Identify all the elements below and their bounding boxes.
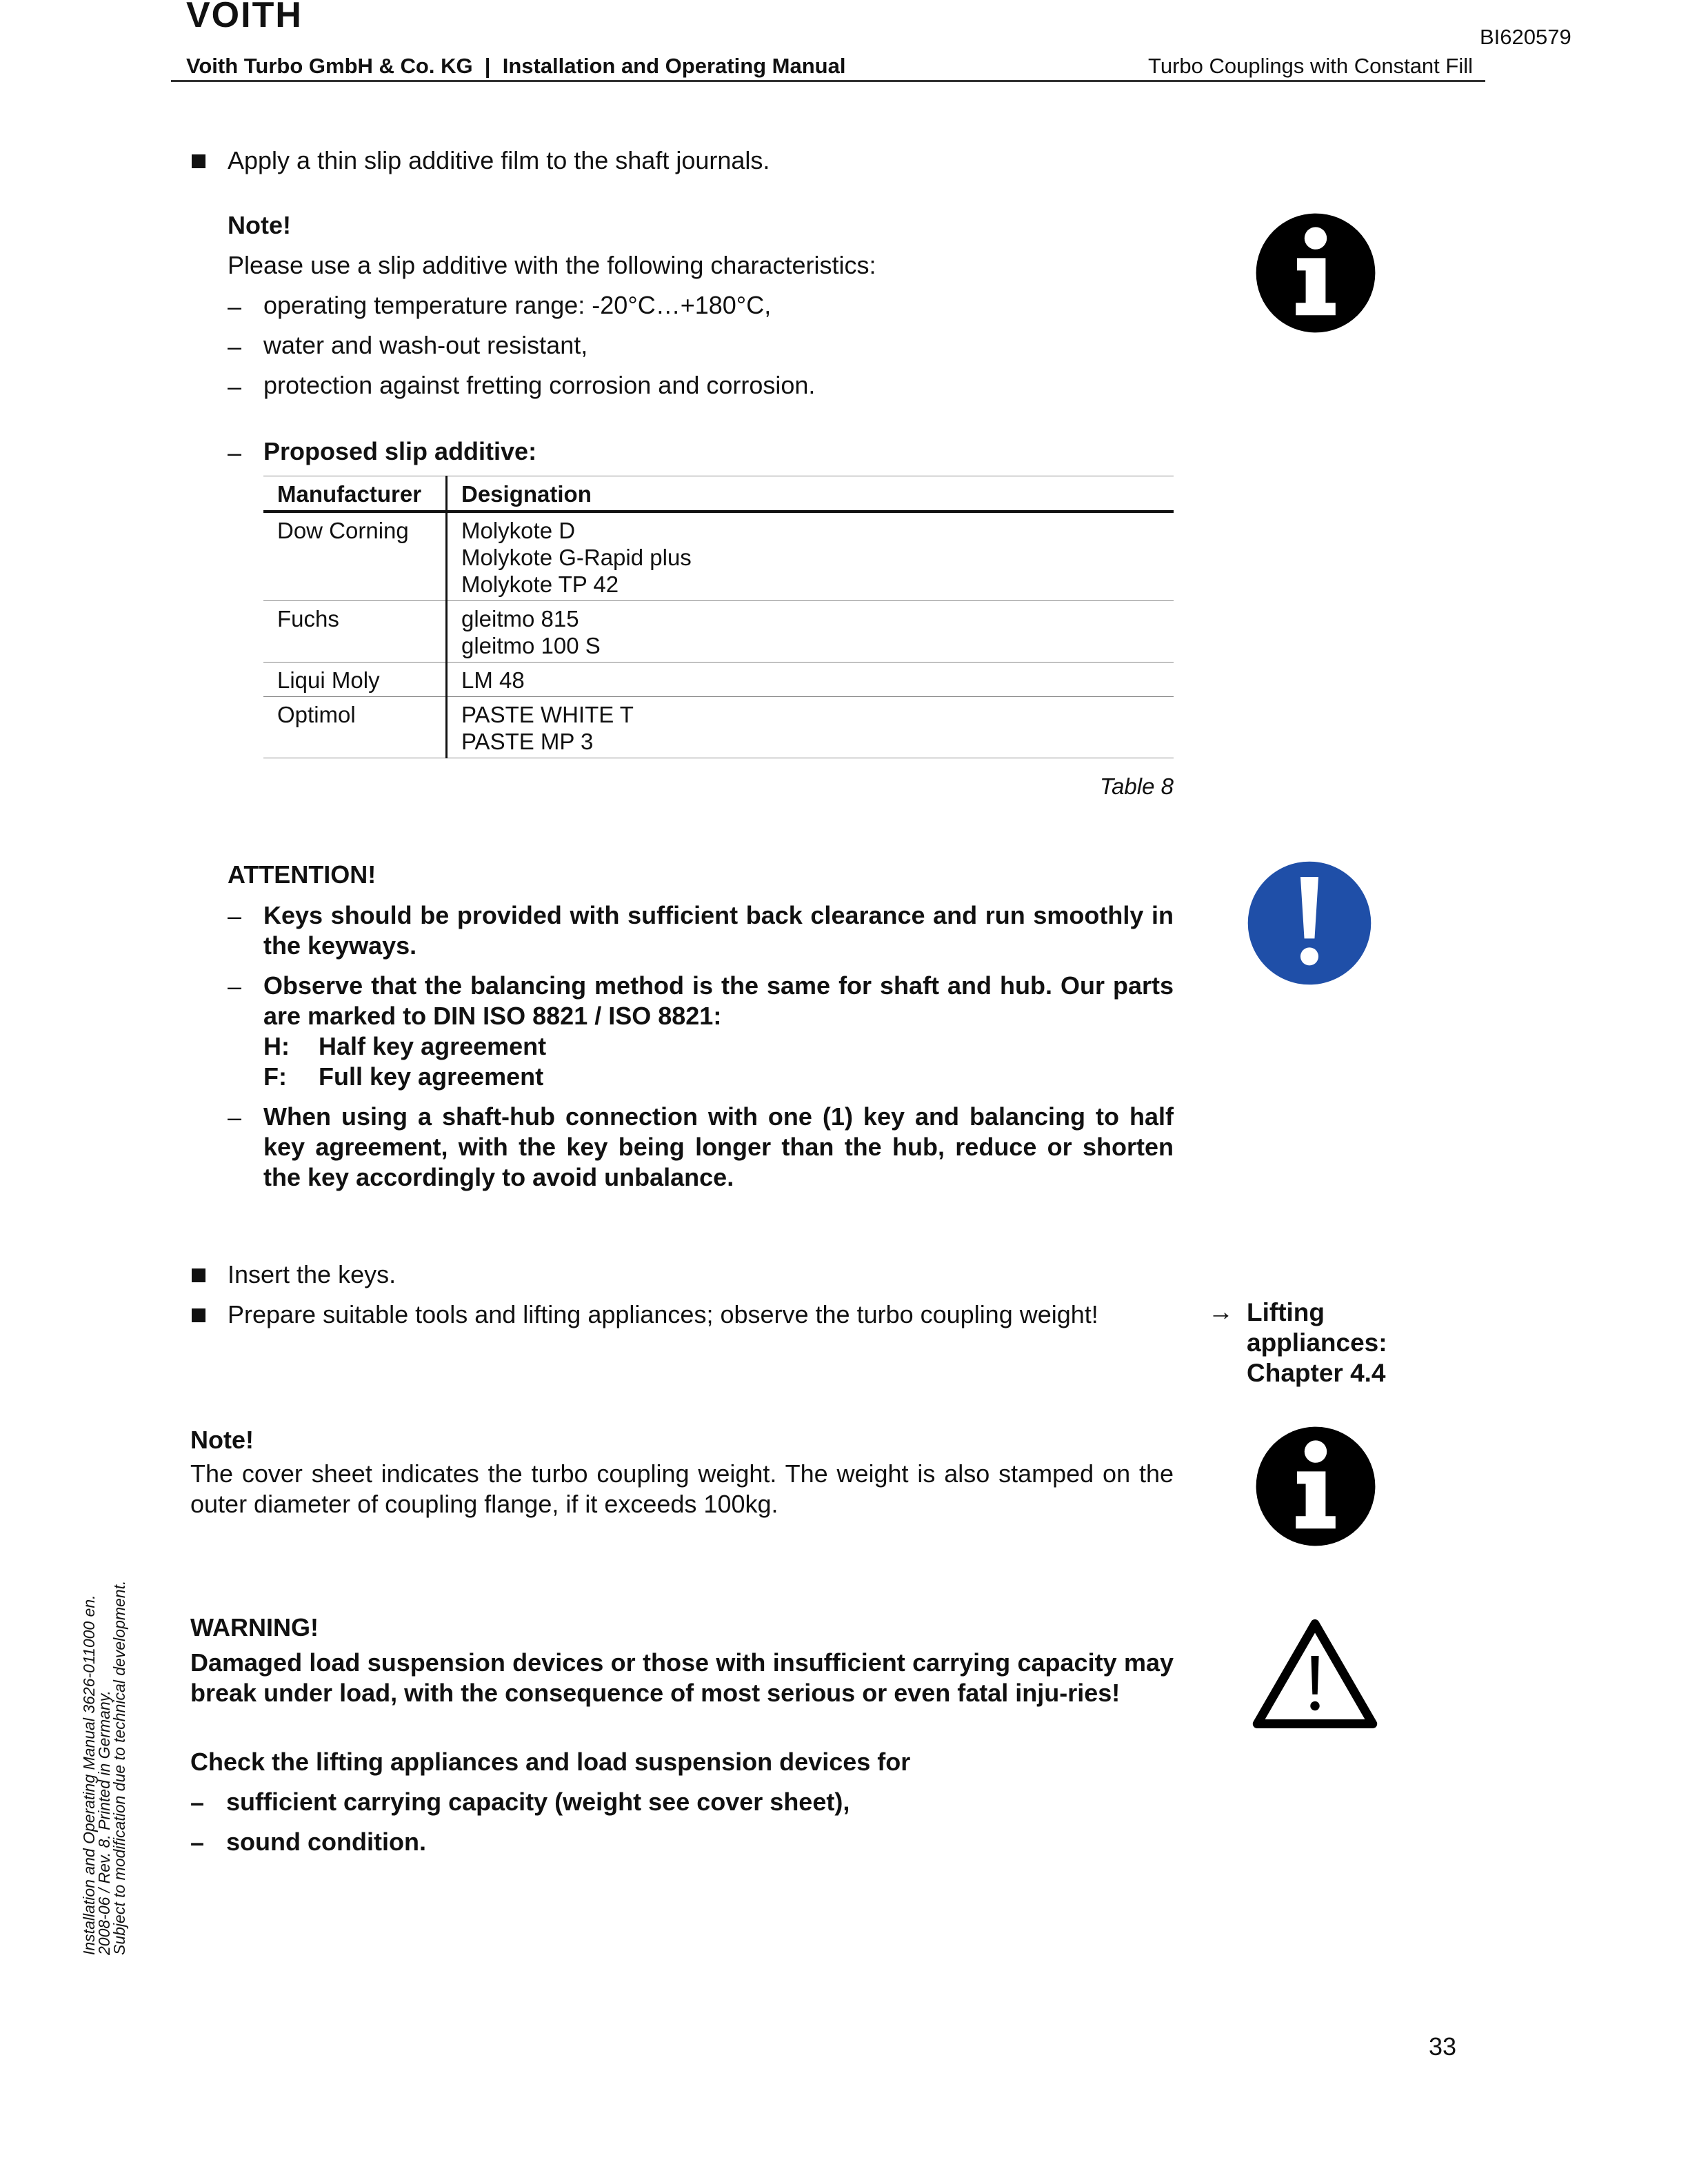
note-title: Note! [190, 1426, 254, 1454]
note-weight-text: The cover sheet indicates the turbo coupling weight. The weight is also stamped on the outer diameter of coupling flange, if it exceeds 100kg. [190, 1459, 1174, 1518]
info-icon [1254, 211, 1378, 335]
margin-publication-note [81, 1581, 127, 1955]
designation-item: PASTE WHITE T [461, 702, 634, 727]
table-row [263, 512, 1174, 601]
bullet [192, 1308, 205, 1322]
exclamation-icon [1245, 859, 1374, 987]
cross-reference-line: Lifting [1247, 1298, 1325, 1326]
designation-item: PASTE MP 3 [461, 729, 594, 754]
note-title: Note! [228, 211, 291, 239]
key-agreement-label: F: [263, 1062, 287, 1091]
designation-cell [447, 663, 1174, 697]
designation-cell [447, 512, 1174, 601]
cross-reference-lifting[interactable] [1247, 1297, 1387, 1388]
attention-item: When using a shaft-hub connection with one (1) key and balancing to half key agreement, with the key being longer than the hub, reduce or shorten the key accordingly to avoid unbalance. [263, 1102, 1174, 1191]
key-agreement-text: Half key agreement [319, 1032, 547, 1060]
table-row [263, 663, 1174, 697]
margin-line: Installation and Operating Manual 3626-011000 en. [80, 1595, 98, 1955]
attention-item: Observe that the balancing method is the same for shaft and hub. Our parts are marked to DIN ISO 8821 / ISO 8821: [263, 971, 1174, 1030]
designation-item: Molykote G-Rapid plus [461, 545, 692, 570]
margin-line: Subject to modification due to technical development. [110, 1580, 128, 1955]
dash: – [190, 1788, 205, 1817]
note-intro: Please use a slip additive with the following characteristics: [228, 251, 876, 279]
table-header-row [263, 476, 1174, 512]
designation-cell [447, 601, 1174, 663]
proposed-heading: Proposed slip additive: [263, 437, 537, 465]
dash: – [190, 1828, 205, 1857]
designation-cell [447, 697, 1174, 758]
manufacturer-cell: Optimol [263, 697, 447, 758]
designation-item: LM 48 [461, 667, 525, 693]
warning-triangle-icon [1251, 1617, 1379, 1730]
attention-item: Keys should be provided with sufficient back clearance and run smoothly in the keyways. [263, 901, 1174, 960]
dash: – [228, 438, 242, 467]
info-icon [1254, 1424, 1378, 1548]
warning-item: sufficient carrying capacity (weight see cover sheet), [226, 1788, 850, 1816]
dash: – [228, 1103, 242, 1131]
slip-additive-table [263, 476, 1174, 758]
designation-item: Molykote D [461, 518, 576, 543]
dash: – [228, 372, 242, 401]
table-row [263, 601, 1174, 663]
column-header-manufacturer: Manufacturer [263, 476, 447, 512]
page-number: 33 [1429, 2032, 1457, 2061]
step-prepare-tools: Prepare suitable tools and lifting appliances; observe the turbo coupling weight! [228, 1300, 1098, 1328]
margin-line: 2008-06 / Rev. 8. Printed in Germany. [95, 1690, 113, 1955]
designation-item: Molykote TP 42 [461, 572, 619, 597]
column-header-designation: Designation [447, 476, 1174, 512]
dash: – [228, 292, 242, 321]
designation-item: gleitmo 815 [461, 606, 579, 631]
attention-title: ATTENTION! [228, 860, 376, 889]
step-insert-keys: Insert the keys. [228, 1260, 396, 1288]
cross-reference-arrow: → [1208, 1297, 1234, 1326]
voith-logo: VOITH [186, 0, 303, 35]
document-id: BI620579 [1480, 25, 1571, 49]
manufacturer-cell: Dow Corning [263, 512, 447, 601]
characteristic-item: operating temperature range: -20°C…+180°C, [263, 291, 772, 319]
characteristic-item: protection against fretting corrosion and corrosion. [263, 371, 816, 399]
characteristic-item: water and wash-out resistant, [263, 331, 588, 359]
header-divider [171, 80, 1485, 82]
key-agreement-text: Full key agreement [319, 1062, 544, 1091]
manufacturer-cell: Liqui Moly [263, 663, 447, 697]
step-apply-film: Apply a thin slip additive film to the shaft journals. [228, 146, 770, 174]
cross-reference-line: appliances: [1247, 1328, 1387, 1357]
dash: – [228, 972, 242, 1000]
warning-check: Check the lifting appliances and load suspension devices for [190, 1748, 911, 1776]
header-subtitle: Turbo Couplings with Constant Fill [1148, 54, 1473, 78]
warning-title: WARNING! [190, 1613, 319, 1641]
designation-item: gleitmo 100 S [461, 633, 601, 658]
dash: – [228, 902, 242, 930]
table-row [263, 697, 1174, 758]
warning-text: Damaged load suspension devices or those with insufficient carrying capacity may break under load, with the consequence of most serious or even fatal inju-ries! [190, 1648, 1174, 1707]
key-agreement-label: H: [263, 1032, 290, 1060]
table-caption: Table 8 [1099, 774, 1174, 799]
bullet [192, 1268, 205, 1282]
header-title: Voith Turbo GmbH & Co. KG | Installation and Operating Manual [186, 54, 846, 78]
bullet [192, 154, 205, 168]
cross-reference-line: Chapter 4.4 [1247, 1359, 1386, 1387]
manufacturer-cell: Fuchs [263, 601, 447, 663]
warning-item: sound condition. [226, 1828, 426, 1856]
dash: – [228, 332, 242, 361]
